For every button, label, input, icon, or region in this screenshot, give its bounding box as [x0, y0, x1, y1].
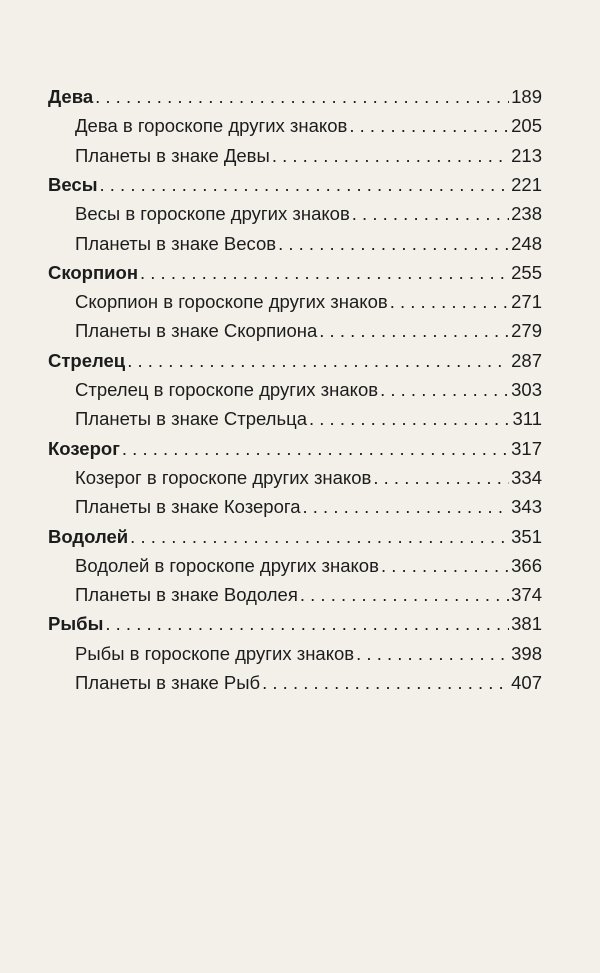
toc-entry-title: Планеты в знаке Стрельца	[75, 408, 307, 430]
toc-entry-title: Весы в гороскопе других знаков	[75, 203, 350, 225]
toc-entry-title: Планеты в знаке Скорпиона	[75, 320, 318, 342]
toc-page-number: 351	[511, 525, 542, 547]
toc-page-number: 407	[511, 672, 542, 693]
toc-entry-title: Планеты в знаке Водолея	[75, 584, 298, 606]
toc-entry-title: Стрелец	[48, 349, 126, 371]
toc-subsection-entry	[75, 320, 542, 342]
toc-page-number: 238	[511, 203, 542, 225]
toc-entry-title: Рыбы в гороскопе других знаков	[75, 642, 355, 664]
toc-page-number: 317	[511, 437, 542, 459]
dot-leader	[130, 526, 509, 548]
toc-section-entry	[48, 438, 542, 460]
toc-page-number: 255	[511, 261, 542, 283]
toc-subsection-entry	[75, 408, 542, 430]
toc-page-number: 303	[511, 379, 542, 400]
toc-page-number: 334	[511, 466, 542, 488]
toc-entry-title: Козерог	[48, 437, 120, 459]
toc-subsection-entry	[75, 672, 542, 694]
dot-leader	[127, 350, 509, 372]
dot-leader	[262, 672, 509, 694]
dot-leader	[122, 438, 509, 460]
toc-entry-title: Планеты в знаке Весов	[75, 232, 277, 254]
toc-page-number: 343	[511, 496, 542, 518]
toc-entry-title: Планеты в знаке Девы	[75, 144, 270, 166]
toc-entry-title: Скорпион	[48, 261, 138, 283]
dot-leader	[140, 262, 509, 284]
toc-subsection-entry	[75, 203, 542, 225]
toc-subsection-entry	[75, 496, 542, 518]
toc-page-number: 287	[511, 349, 542, 371]
toc-subsection-entry	[75, 379, 542, 401]
toc-subsection-entry	[75, 233, 542, 255]
dot-leader	[105, 613, 509, 635]
toc-entry-title: Скорпион в гороскопе других знаков	[75, 291, 388, 313]
toc-entry-title: Весы	[48, 173, 98, 195]
toc-section-entry	[48, 350, 542, 372]
toc-entry-title: Дева в гороскопе других знаков	[75, 115, 348, 137]
toc-entry-title: Планеты в знаке Рыб	[75, 672, 261, 693]
dot-leader	[380, 379, 509, 401]
toc-subsection-entry	[75, 291, 542, 313]
toc-page-number: 374	[511, 584, 542, 606]
toc-page-number: 205	[511, 115, 542, 137]
dot-leader	[100, 174, 510, 196]
toc-page-number: 366	[511, 554, 542, 576]
dot-leader	[381, 555, 509, 577]
toc-page-number: 381	[511, 613, 542, 635]
dot-leader	[349, 115, 509, 137]
toc-section-entry	[48, 262, 542, 284]
toc-page-number: 189	[511, 86, 542, 107]
dot-leader	[319, 320, 509, 342]
toc-subsection-entry	[75, 145, 542, 167]
toc-entry-title: Водолей	[48, 525, 129, 547]
dot-leader	[278, 233, 509, 255]
toc-section-entry	[48, 174, 542, 196]
toc-subsection-entry	[75, 643, 542, 665]
toc-entry-title: Стрелец в гороскопе других знаков	[75, 379, 379, 400]
toc-subsection-entry	[75, 115, 542, 137]
dot-leader	[373, 467, 509, 489]
toc-subsection-entry	[75, 555, 542, 577]
dot-leader	[95, 86, 509, 108]
toc-entry-title: Водолей в гороскопе других знаков	[75, 554, 379, 576]
dot-leader	[352, 203, 509, 225]
toc-entry-title: Дева	[48, 86, 94, 107]
toc-entry-title: Рыбы	[48, 613, 104, 635]
dot-leader	[300, 584, 509, 606]
toc-section-entry	[48, 86, 542, 108]
toc-entry-title: Планеты в знаке Козерога	[75, 496, 301, 518]
toc-subsection-entry	[75, 584, 542, 606]
toc-page-number: 271	[511, 291, 542, 313]
toc-page-number: 279	[511, 320, 542, 342]
dot-leader	[272, 145, 509, 167]
toc-page-number: 221	[511, 173, 542, 195]
toc-entry-title: Козерог в гороскопе других знаков	[75, 466, 372, 488]
toc-section-entry	[48, 613, 542, 635]
toc-section-entry	[48, 526, 542, 548]
dot-leader	[303, 496, 510, 518]
toc-page-number: 398	[511, 642, 542, 664]
toc-page-number: 311	[512, 408, 542, 430]
toc-page-number: 248	[511, 232, 542, 254]
dot-leader	[390, 291, 509, 313]
dot-leader	[356, 643, 509, 665]
toc-subsection-entry	[75, 467, 542, 489]
toc-page-number: 213	[511, 144, 542, 166]
dot-leader	[309, 408, 511, 430]
